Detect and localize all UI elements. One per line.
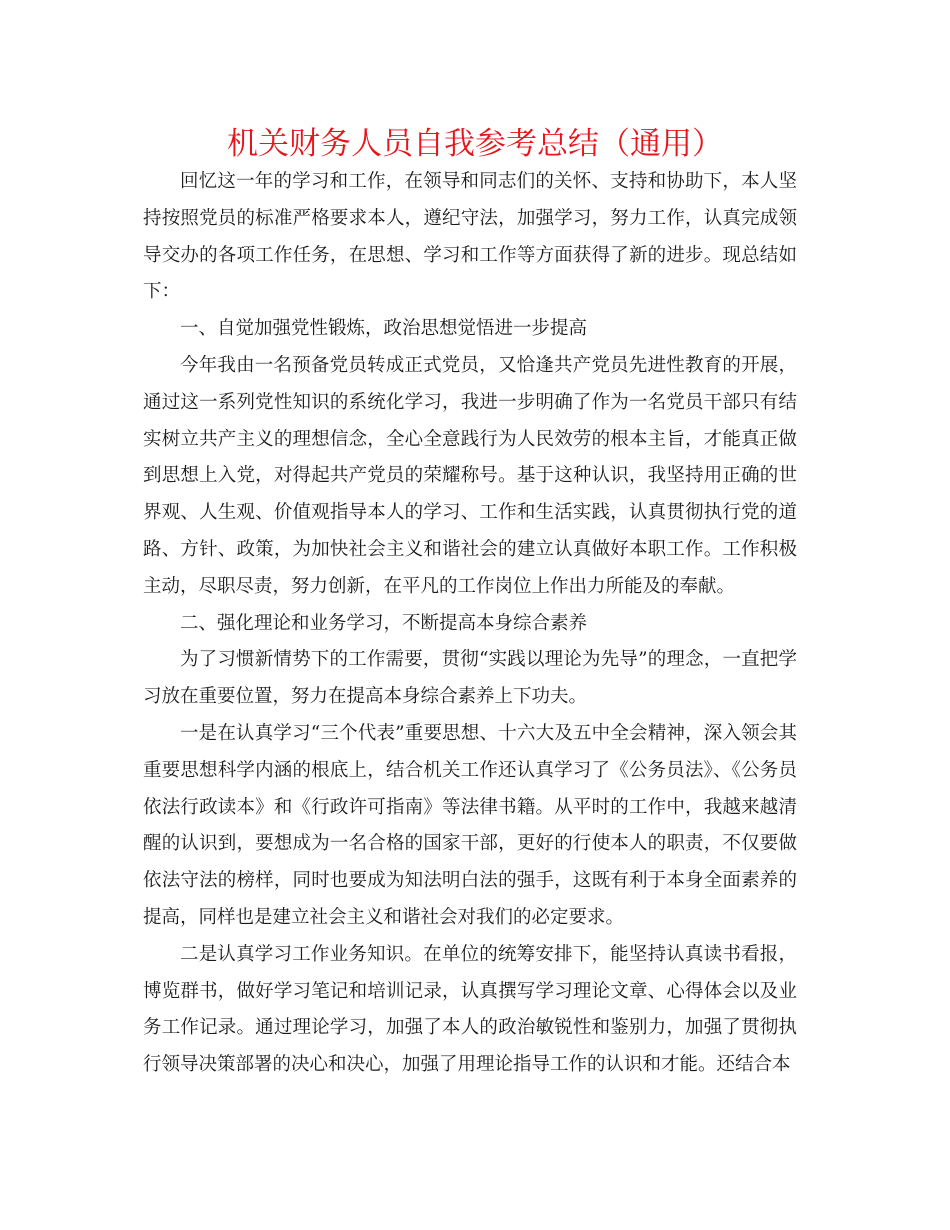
paragraph-section-2-intro: 为了习惯新情势下的工作需要，贯彻“实践以理论为先导”的理念，一直把学习放在重要位置，努力在提高本身综合素养上下功夫。 (143, 649, 797, 708)
paragraph-intro: 回忆这一年的学习和工作，在领导和同志们的关怀、支持和协助下，本人坚持按照党员的标准严格要求本人，遵纪守法，加强学习，努力工作，认真完成领导交办的各项工作任务，在思想、学习和工作等方面获得了新的进步。现总结如下： (143, 171, 797, 303)
paragraph-section-1: 今年我由一名预备党员转成正式党员，又恰逢共产党员先进性教育的开展，通过这一系列党性知识的系统化学习，我进一步明确了作为一名党员干部只有结实树立共产主义的理想信念，全心全意践行为人民效劳的根本主旨，才能真正做到思想上入党，对得起共产党员的荣耀称号。基于这种认识，我坚持用正确的世界观、人生观、价值观指导本人的学习、工作和生活实践，认真贯彻执行党的道路、方针、政策，为加快社会主义和谐社会的建立认真做好本职工作。工作积极主动，尽职尽责，努力创新，在平凡的工作岗位上作出力所能及的奉献。 (143, 354, 797, 597)
section-heading-1: 一、自觉加强党性锻炼，政治思想觉悟进一步提高 (180, 318, 588, 340)
section-heading-2: 二、强化理论和业务学习，不断提高本身综合素养 (180, 612, 588, 634)
paragraph-point-2: 二是认真学习工作业务知识。在单位的统筹安排下，能坚持认真读书看报，博览群书，做好学习笔记和培训记录，认真撰写学习理论文章、心得体会以及业务工作记录。通过理论学习，加强了本人的政治敏锐性和鉴别力，加强了贯彻执行领导决策部署的决心和决心，加强了用理论指导工作的认识和才能。还结合本 (143, 943, 797, 1076)
document-body (143, 164, 797, 1084)
paragraph-point-1: 一是在认真学习“三个代表”重要思想、十六大及五中全会精神，深入领会其重要思想科学内涵的根底上，结合机关工作还认真学习了《公务员法》、《公务员依法行政读本》和《行政许可指南》等法律书籍。从平时的工作中，我越来越清醒的认识到，要想成为一名合格的国家干部，更好的行使本人的职责，不仅要做依法守法的榜样，同时也要成为知法明白法的强手，这既有利于本身全面素养的提高，同样也是建立社会主义和谐社会对我们的必定要求。 (143, 722, 797, 928)
document-title: 机关财务人员自我参考总结（通用） (227, 126, 723, 162)
